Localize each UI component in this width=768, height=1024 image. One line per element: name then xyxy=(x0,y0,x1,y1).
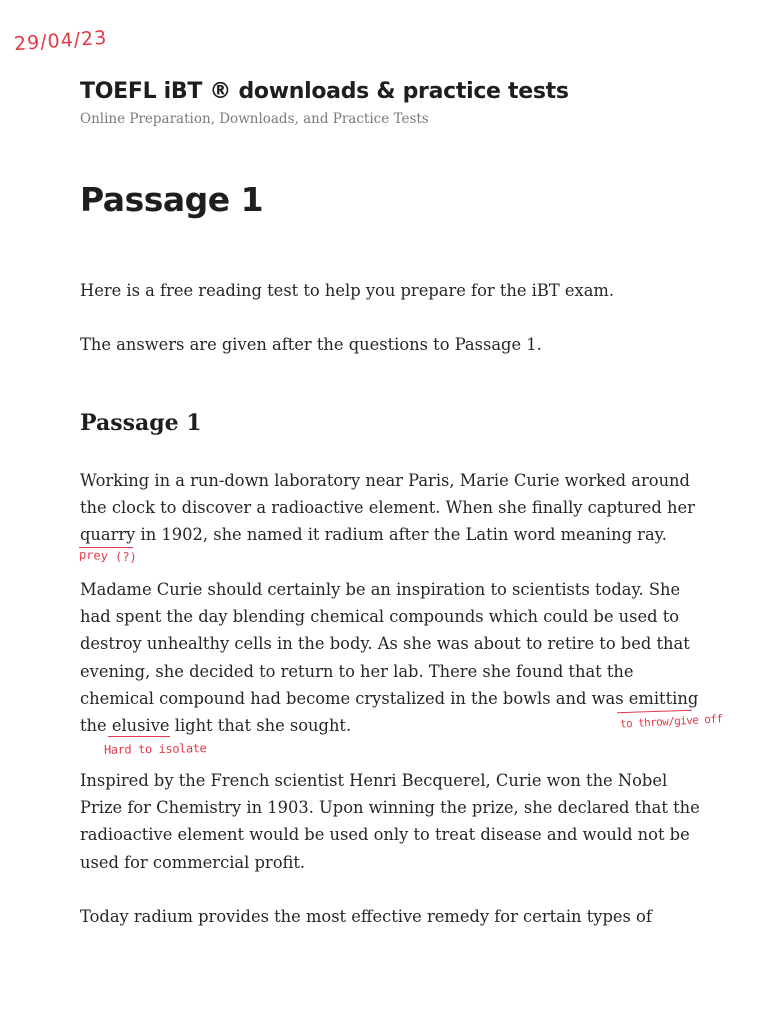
passage-line: evening, she decided to return to her lab. There she found that the xyxy=(80,661,634,681)
passage-line: the clock to discover a radioactive element. When she finally captured her xyxy=(80,498,695,518)
passage-line: used for commercial profit. xyxy=(80,852,306,872)
page-title: Passage 1 xyxy=(80,180,264,219)
handwritten-date: 29/04/23 xyxy=(13,26,108,56)
passage-line: Today radium provides the most effective remedy for certain types of xyxy=(80,907,652,926)
intro-paragraph-2: The answers are given after the questions to Passage 1. xyxy=(80,335,542,354)
passage-paragraph-3 xyxy=(80,767,700,876)
passage-line: the elusive light that she sought. xyxy=(80,716,352,736)
elusive-annotation: Hard to isolate xyxy=(103,741,207,757)
quarry-annotation: prey (?) xyxy=(78,547,138,565)
passage-line: Prize for Chemistry in 1903. Upon winning the prize, she declared that the xyxy=(80,798,700,818)
passage-line: Madame Curie should certainly be an inspiration to scientists today. She xyxy=(80,580,681,599)
passage-line: Working in a run-down laboratory near Paris, Marie Curie worked around xyxy=(80,471,690,490)
passage-line: Inspired by the French scientist Henri Becquerel, Curie won the Nobel xyxy=(80,771,668,790)
passage-line: had spent the day blending chemical compounds which could be used to xyxy=(80,607,680,627)
passage-paragraph-1 xyxy=(80,467,695,549)
passage-line: destroy unhealthy cells in the body. As she was about to retire to bed that xyxy=(80,634,690,654)
passage-line: quarry in 1902, she named it radium after the Latin word meaning ray. xyxy=(80,525,667,545)
passage-line: radioactive element would be used only to treat disease and would not be xyxy=(80,825,690,845)
passage-paragraph-4 xyxy=(80,903,695,930)
passage-line: chemical compound had become crystalized in the bowls and was emitting xyxy=(80,688,699,708)
site-title[interactable]: TOEFL iBT ® downloads & practice tests xyxy=(80,79,569,104)
intro-paragraph-1: Here is a free reading test to help you prepare for the iBT exam. xyxy=(80,281,615,300)
passage-paragraph-2 xyxy=(80,576,699,739)
emitting-annotation: to throw/give off xyxy=(619,712,723,731)
section-heading: Passage 1 xyxy=(80,410,202,436)
site-tagline: Online Preparation, Downloads, and Practice Tests xyxy=(80,111,429,127)
elusive-underline xyxy=(108,736,170,737)
